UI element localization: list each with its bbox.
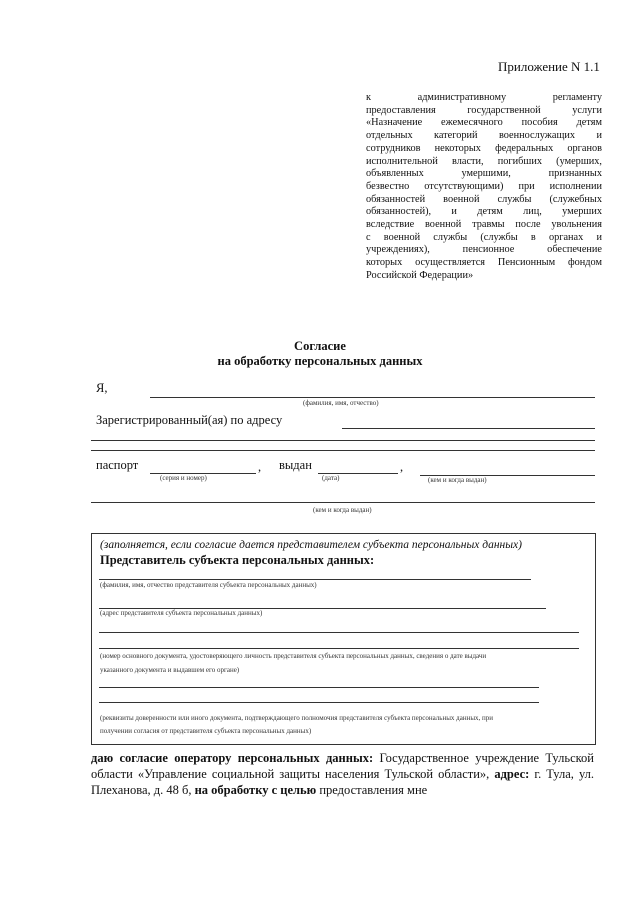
representative-address-caption: (адрес представителя субъекта персональных данных) <box>100 609 263 617</box>
regulation-line: безвестно отсутствующими) при исполнении <box>366 180 602 192</box>
regulation-line: сотрудников некоторых федеральных органов <box>366 142 602 154</box>
representative-document-field-line-2[interactable] <box>99 648 579 649</box>
i-label: Я, <box>96 381 108 395</box>
regulation-line: учреждениях), пенсионное обеспечение <box>366 244 602 256</box>
representative-document-caption-2: указанного документа и выдавшем его органе) <box>100 666 240 674</box>
comma-separator: , <box>258 460 262 474</box>
consent-paragraph <box>91 751 594 798</box>
representative-heading: Представитель субъекта персональных данных: <box>100 553 375 567</box>
address-field-line-2[interactable] <box>91 440 595 441</box>
regulation-line: объявленных умершими, признанных <box>366 168 602 180</box>
appendix-number: Приложение N 1.1 <box>498 59 600 74</box>
regulation-line: обязанностей военной службы (служебных <box>366 193 602 205</box>
regulation-line: обязанностей), и детям лиц, умерших <box>366 206 602 218</box>
issued-by-field-line-2[interactable] <box>91 502 595 503</box>
representative-fio-caption: (фамилия, имя, отчество представителя субъекта персональных данных) <box>100 581 317 589</box>
issued-by-caption-2: (кем и когда выдан) <box>313 506 372 514</box>
passport-label: паспорт <box>96 458 139 472</box>
address-field[interactable] <box>342 428 595 429</box>
regulation-line: к административному регламенту <box>366 92 602 103</box>
registered-label: Зарегистрированный(ая) по адресу <box>96 413 283 427</box>
comma-separator: , <box>400 460 404 474</box>
regulation-line: исполнительной власти, погибших (умерших, <box>366 155 602 167</box>
consent-purpose: предоставления мне <box>316 782 428 797</box>
regulation-line: которых осуществляется Пенсионным фондом <box>366 257 602 269</box>
issued-by-caption: (кем и когда выдан) <box>428 476 487 484</box>
fio-field[interactable] <box>150 397 595 398</box>
regulation-line: «Назначение ежемесячного пособия детям <box>366 117 602 129</box>
consent-purpose-label: на обработку с целью <box>191 782 317 797</box>
issued-label: выдан <box>279 458 312 472</box>
series-caption: (серия и номер) <box>160 474 207 482</box>
regulation-line: вследствие военной травмы после увольнения <box>366 219 602 231</box>
representative-note: (заполняется, если согласие дается представителем субъекта персональных данных) <box>100 539 522 551</box>
regulation-line: предоставления государственной услуги <box>366 104 602 116</box>
regulation-reference <box>366 92 602 283</box>
consent-operator: Государственное учреждение Тульской <box>373 751 594 765</box>
document-title: Согласие <box>294 339 346 353</box>
power-of-attorney-caption: (реквизиты доверенности или иного документа, подтверждающего полномочия представителя субъекта персональных данных, при <box>100 714 494 722</box>
consent-lead: даю согласие оператору персональных данных: <box>91 751 374 765</box>
address-field-line-3[interactable] <box>91 450 595 451</box>
document-subtitle: на обработку персональных данных <box>217 354 423 368</box>
consent-address-label: адрес: <box>489 766 530 781</box>
power-of-attorney-caption-2: получении согласия от представителя субъекта персональных данных) <box>100 727 312 735</box>
representative-fio-field[interactable] <box>99 579 531 580</box>
representative-document-field[interactable] <box>99 632 579 633</box>
regulation-line: Российской Федерации» <box>366 269 474 281</box>
date-caption: (дата) <box>322 474 340 482</box>
fio-caption: (фамилия, имя, отчество) <box>303 399 379 407</box>
power-of-attorney-field-line-2[interactable] <box>99 702 539 703</box>
consent-address: г. Тула, ул. <box>529 766 595 781</box>
consent-operator-cont: области «Управление социальной защиты населения Тульской области», <box>91 766 490 781</box>
power-of-attorney-field[interactable] <box>99 687 539 688</box>
regulation-line: с военной службы (службы в органах и <box>366 231 602 243</box>
consent-address-cont: Плеханова, д. 48 б, <box>91 782 192 797</box>
representative-document-caption: (номер основного документа, удостоверяющего личность представителя субъекта персональных данных, сведения о дате выдачи <box>100 652 487 660</box>
regulation-line: отдельных категорий военнослужащих и <box>366 130 602 142</box>
